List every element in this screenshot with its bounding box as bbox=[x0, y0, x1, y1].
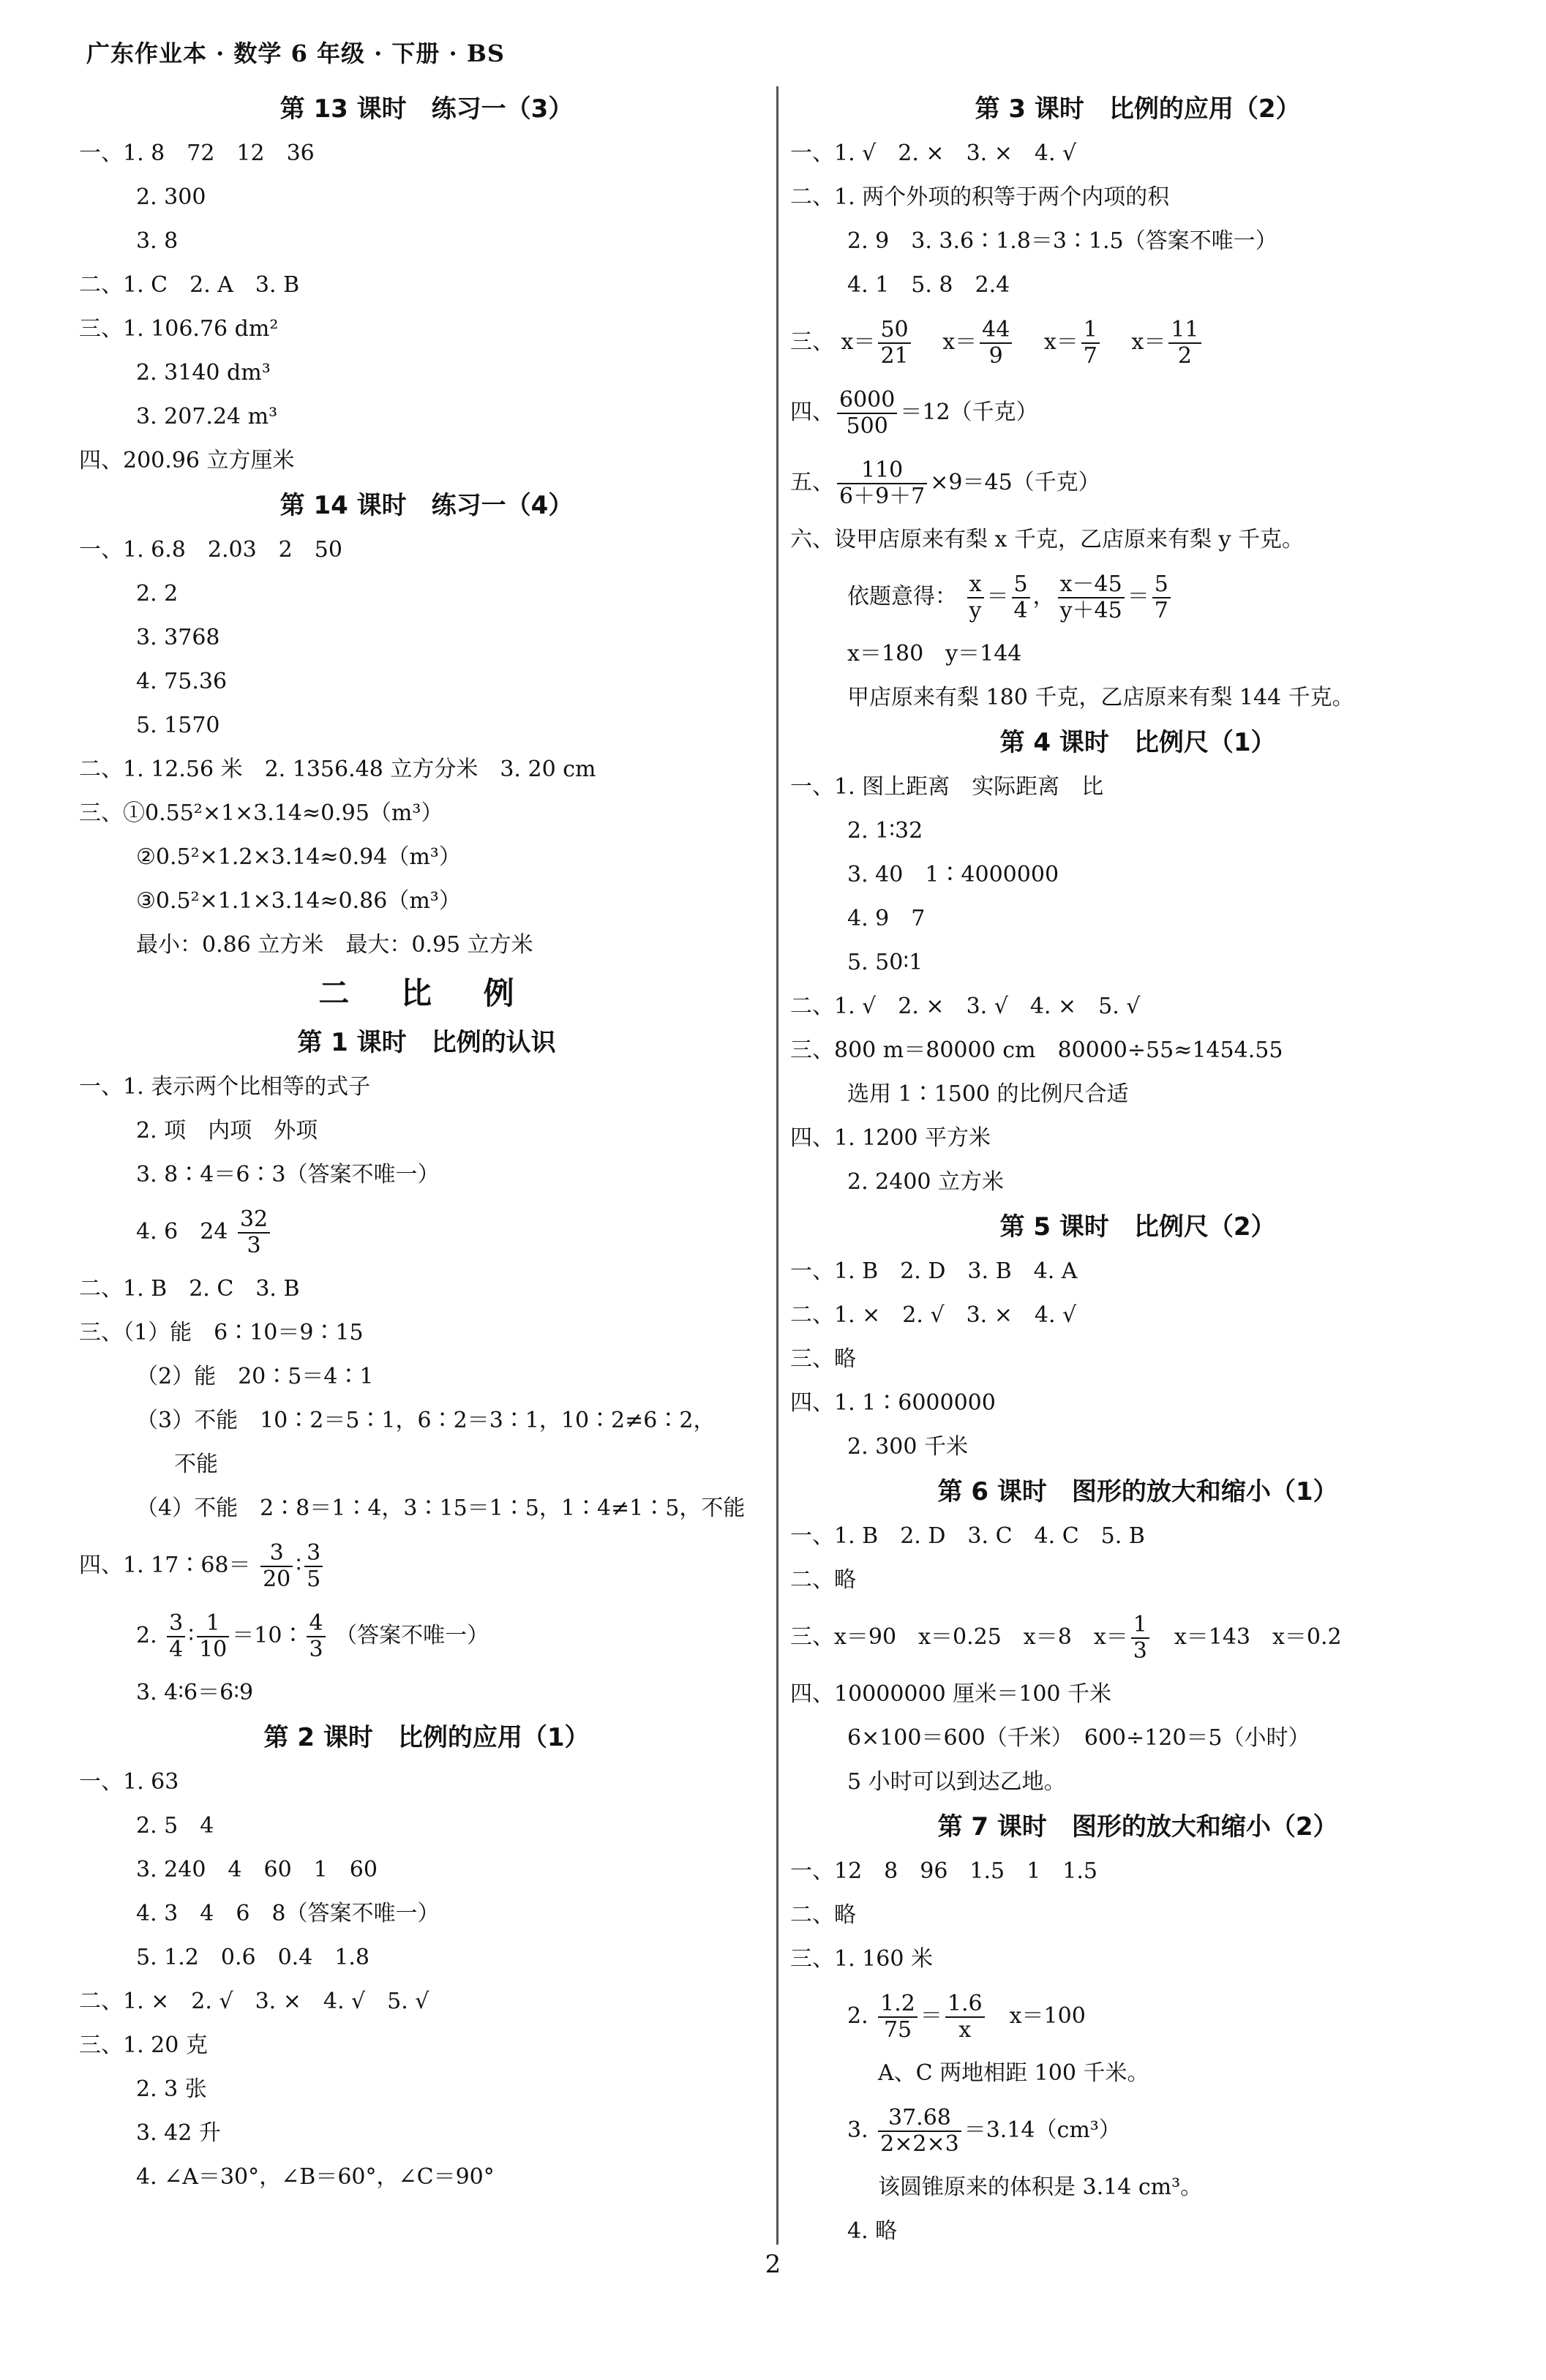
fraction bbox=[837, 388, 897, 439]
answer-text: 3. bbox=[847, 2117, 868, 2143]
fraction bbox=[1131, 1613, 1149, 1664]
answer-line bbox=[790, 1981, 1485, 2051]
unit-title: 二 比 例 bbox=[318, 975, 535, 1011]
answer-line: 三、略 bbox=[790, 1346, 856, 1372]
denominator: 75 bbox=[883, 2017, 912, 2043]
fraction bbox=[1058, 572, 1125, 623]
answer-text: 2. bbox=[847, 2003, 868, 2029]
answer-line: 依题意得： $\frac{x}{y}$ ＝ $\frac{5}{4}$ ， $\frac{x-45}{y+45}$ ＝ $\frac{5}{7}$ bbox=[790, 562, 1485, 632]
denominator: 6＋9＋7 bbox=[839, 484, 926, 509]
equals-sign: ＝ bbox=[986, 584, 1009, 609]
answer-line: 4. ∠A＝30°，∠B＝60°，∠C＝90° bbox=[136, 2164, 495, 2190]
answer-line: 二、1. 12.56 米 2. 1356.48 立方分米 3. 20 cm bbox=[79, 757, 596, 782]
answer-line: 三、1. 20 克 bbox=[79, 2032, 208, 2058]
section-title: 第 13 课时 练习一（3） bbox=[279, 94, 574, 124]
answer-line: 四、10000000 厘米＝100 千米 bbox=[790, 1681, 1112, 1707]
numerator: 44 bbox=[980, 318, 1012, 344]
denominator: 4 bbox=[169, 1637, 184, 1662]
denominator: 9 bbox=[988, 343, 1003, 369]
x-label: x＝ bbox=[1131, 329, 1166, 355]
answer-line: 4. 3 4 6 8（答案不唯一） bbox=[136, 1901, 440, 1926]
answer-line: 六、设甲店原来有梨 x 千克，乙店原来有梨 y 千克。 bbox=[790, 527, 1305, 552]
answer-line: 甲店原来有梨 180 千克，乙店原来有梨 144 千克。 bbox=[847, 685, 1354, 710]
fraction bbox=[1152, 572, 1171, 623]
answer-line: 4. 1 5. 8 2.4 bbox=[847, 272, 1010, 298]
answer-line: 3. 4∶6＝6∶9 bbox=[136, 1680, 254, 1705]
answer-line: 二、1. × 2. √ 3. × 4. √ bbox=[790, 1302, 1077, 1328]
fraction bbox=[167, 1611, 185, 1662]
answer-line bbox=[790, 2095, 1485, 2166]
answer-line: 3. 8∶4＝6∶3（答案不唯一） bbox=[136, 1162, 440, 1187]
fraction bbox=[1081, 318, 1100, 369]
page-header: 广东作业本 · 数学 6 年级 · 下册 · BS bbox=[86, 40, 505, 67]
answer-line: A、C 两地相距 100 千米。 bbox=[878, 2060, 1149, 2086]
answer-line: 选用 1∶1500 的比例尺合适 bbox=[847, 1081, 1129, 1107]
answer-line: 四、200.96 立方厘米 bbox=[79, 448, 295, 473]
numerator: 3 bbox=[167, 1611, 185, 1637]
answer-line: 一、12 8 96 1.5 1 1.5 bbox=[790, 1858, 1097, 1884]
numerator: 5 bbox=[1012, 572, 1030, 598]
numerator: 1 bbox=[197, 1611, 229, 1637]
fraction bbox=[878, 318, 910, 369]
numerator: 1 bbox=[1131, 1613, 1149, 1639]
answer-line: 二、略 bbox=[790, 1902, 856, 1928]
section-title: 第 4 课时 比例尺（1） bbox=[999, 728, 1276, 757]
equals-sign: ＝ bbox=[920, 2003, 942, 2029]
answer-line: 4. 9 7 bbox=[847, 906, 926, 931]
denominator: x bbox=[958, 2017, 972, 2043]
numerator: 37.68 bbox=[878, 2106, 961, 2132]
denominator: 2 bbox=[1177, 343, 1192, 369]
answer-line: 5. 1570 bbox=[136, 713, 220, 738]
fraction bbox=[304, 1541, 323, 1592]
denominator: 3 bbox=[247, 1233, 261, 1258]
answer-text: 四、1. 17∶68＝ bbox=[79, 1553, 251, 1578]
answer-line: 2. 300 bbox=[136, 184, 206, 210]
answer-line: 一、1. 8 72 12 36 bbox=[79, 140, 315, 166]
answer-line: 3. 240 4 60 1 60 bbox=[136, 1857, 378, 1882]
numerator: 50 bbox=[878, 318, 910, 344]
answer-line: 2. 项 内项 外项 bbox=[136, 1118, 318, 1144]
answer-line: 2. 5 4 bbox=[136, 1813, 214, 1839]
answer-line: 3. 40 1∶4000000 bbox=[847, 862, 1059, 887]
answer-line: 2. $\frac{3}{4}$ ∶ $\frac{1}{10}$ ＝10∶ $\frac{4}{3}$ （答案不唯一） bbox=[136, 1610, 489, 1662]
numerator: x－45 bbox=[1058, 572, 1125, 598]
numerator: 11 bbox=[1168, 318, 1201, 344]
denominator: 21 bbox=[880, 343, 909, 369]
answer-line: （3）不能 10∶2＝5∶1，6∶2＝3∶1，10∶2≠6∶2， bbox=[136, 1408, 716, 1433]
answer-line bbox=[790, 378, 1485, 448]
answer-line: 6×100＝600（千米） 600÷120＝5（小时） bbox=[847, 1725, 1310, 1751]
answer-line: 二、1. × 2. √ 3. × 4. √ 5. √ bbox=[79, 1989, 429, 2014]
numerator: 110 bbox=[837, 458, 927, 484]
answer-line: 一、1. 图上距离 实际距离 比 bbox=[790, 774, 1104, 800]
numerator: 4 bbox=[307, 1611, 325, 1637]
section-title: 第 1 课时 比例的认识 bbox=[297, 1028, 556, 1057]
section-title: 第 7 课时 图形的放大和缩小（2） bbox=[937, 1812, 1338, 1842]
answer-line: 一、1. B 2. D 3. B 4. A bbox=[790, 1258, 1078, 1284]
fraction bbox=[967, 572, 984, 623]
answer-line: （4）不能 2∶8＝1∶4，3∶15＝1∶5，1∶4≠1∶5，不能 bbox=[136, 1495, 746, 1521]
answer-text: ×9＝45（千克） bbox=[930, 470, 1100, 495]
answer-line: 四、1. 1∶6000000 bbox=[790, 1390, 996, 1416]
x-label: x＝ bbox=[841, 329, 876, 355]
fraction bbox=[837, 458, 927, 509]
answer-line: 一、1. 6.8 2.03 2 50 bbox=[79, 537, 342, 563]
answer-line: 2. 1∶32 bbox=[847, 818, 923, 844]
denominator: 20 bbox=[263, 1566, 291, 1592]
answer-line bbox=[790, 448, 1485, 518]
denominator: 500 bbox=[846, 413, 888, 439]
answer-line: ③0.5²×1.1×3.14≈0.86（m³） bbox=[136, 888, 461, 914]
answer-line: 3. 3768 bbox=[136, 625, 220, 650]
answer-line: 2. 300 千米 bbox=[847, 1434, 968, 1460]
answer-line: 一、1. B 2. D 3. C 4. C 5. B bbox=[790, 1523, 1145, 1549]
denominator: y bbox=[969, 598, 982, 623]
answer-line: 三、800 m＝80000 cm 80000÷55≈1454.55 bbox=[790, 1037, 1283, 1063]
answer-line: 四、1. 17∶68＝ $\frac{3}{20}$ ∶ $\frac{3}{5}$ bbox=[79, 1531, 774, 1601]
fraction bbox=[307, 1611, 325, 1662]
section-title: 第 14 课时 练习一（4） bbox=[279, 491, 574, 520]
equals-sign: ＝ bbox=[1127, 584, 1149, 609]
denominator: 5 bbox=[307, 1566, 321, 1592]
answer-text: 2. bbox=[136, 1623, 157, 1648]
answer-line: 3. 42 升 bbox=[136, 2120, 221, 2146]
answer-line: 3. 207.24 m³ bbox=[136, 404, 278, 429]
answer-text: ＝3.14（cm³） bbox=[964, 2117, 1121, 2143]
numerator: 1.2 bbox=[878, 1992, 918, 2018]
answer-line: 一、1. 63 bbox=[79, 1769, 179, 1795]
answer-line: 二、1. C 2. A 3. B bbox=[79, 272, 300, 298]
fraction bbox=[238, 1207, 270, 1258]
answer-line: x＝180 y＝144 bbox=[847, 641, 1022, 667]
fraction bbox=[197, 1611, 229, 1662]
answer-line: 最小：0.86 立方米 最大：0.95 立方米 bbox=[136, 932, 533, 958]
answer-text: 四、 bbox=[790, 399, 834, 425]
answer-line: 一、1. √ 2. × 3. × 4. √ bbox=[790, 140, 1077, 166]
fraction bbox=[945, 1992, 985, 2043]
numerator: 1.6 bbox=[945, 1992, 985, 2018]
answer-line: ②0.5²×1.2×3.14≈0.94（m³） bbox=[136, 844, 461, 870]
numerator: 6000 bbox=[837, 388, 897, 414]
answer-line: 2. 9 3. 3.6∶1.8＝3∶1.5（答案不唯一） bbox=[847, 228, 1277, 254]
answer-line: 5 小时可以到达乙地。 bbox=[847, 1769, 1066, 1795]
fraction bbox=[878, 2106, 961, 2157]
section-title: 第 5 课时 比例尺（2） bbox=[999, 1212, 1276, 1242]
answer-text: x＝100 bbox=[1009, 2003, 1086, 2029]
answer-text: x＝143 x＝0.2 bbox=[1174, 1624, 1342, 1650]
answer-line: 三、1. 160 米 bbox=[790, 1946, 933, 1972]
answer-text: ＝12（千克） bbox=[900, 399, 1038, 425]
right-column bbox=[790, 86, 1485, 2253]
answer-line: 三、（1）能 6∶10＝9∶15 bbox=[79, 1320, 364, 1345]
numerator: 1 bbox=[1081, 318, 1100, 344]
denominator: y＋45 bbox=[1059, 598, 1122, 623]
denominator: 3 bbox=[1133, 1638, 1147, 1664]
answer-text: 三、 bbox=[790, 329, 834, 355]
answer-line: 不能 bbox=[174, 1452, 218, 1477]
answer-line: 二、1. 两个外项的积等于两个内项的积 bbox=[790, 184, 1170, 210]
answer-text: 五、 bbox=[790, 470, 834, 495]
numerator: 3 bbox=[304, 1541, 323, 1567]
answer-line bbox=[790, 307, 1485, 378]
answer-line: 一、1. 表示两个比相等的式子 bbox=[79, 1074, 371, 1100]
answer-line: 4. 75.36 bbox=[136, 669, 228, 694]
answer-line: 三、1. 106.76 dm² bbox=[79, 316, 279, 342]
numerator: 32 bbox=[238, 1207, 270, 1234]
x-label: x＝ bbox=[942, 329, 977, 355]
denominator: 3 bbox=[309, 1637, 323, 1662]
answer-text: 4. 6 24 bbox=[136, 1219, 228, 1245]
fraction bbox=[878, 1992, 918, 2043]
answer-line: 3. 8 bbox=[136, 228, 179, 254]
answer-note: （答案不唯一） bbox=[335, 1623, 489, 1648]
answer-line: 四、1. 1200 平方米 bbox=[790, 1125, 991, 1151]
fraction bbox=[260, 1541, 293, 1592]
answer-line: 2. 3 张 bbox=[136, 2076, 207, 2102]
numerator: 5 bbox=[1152, 572, 1171, 598]
answer-line: 5. 50∶1 bbox=[847, 950, 923, 975]
page-number: 2 bbox=[765, 2250, 781, 2279]
answer-line bbox=[790, 1602, 1485, 1673]
fraction bbox=[1168, 318, 1201, 369]
section-title: 第 2 课时 比例的应用（1） bbox=[263, 1723, 590, 1752]
answer-line: （2）能 20∶5＝4∶1 bbox=[136, 1364, 374, 1389]
equals-text: ＝10∶ bbox=[232, 1623, 304, 1648]
answer-line: 该圆锥原来的体积是 3.14 cm³。 bbox=[878, 2174, 1203, 2200]
denominator: 7 bbox=[1083, 343, 1097, 369]
answer-line bbox=[79, 1197, 774, 1267]
x-label: x＝ bbox=[1043, 329, 1078, 355]
answer-line: 二、略 bbox=[790, 1567, 856, 1593]
answer-text: 三、x＝90 x＝0.25 x＝8 x＝ bbox=[790, 1624, 1128, 1650]
answer-line: 5. 1.2 0.6 0.4 1.8 bbox=[136, 1945, 369, 1970]
answer-line: 二、1. B 2. C 3. B bbox=[79, 1276, 300, 1302]
answer-line: 二、1. √ 2. × 3. √ 4. × 5. √ bbox=[790, 994, 1141, 1019]
numerator: x bbox=[967, 572, 984, 598]
fraction bbox=[980, 318, 1012, 369]
answer-text: 依题意得： bbox=[847, 584, 957, 609]
answer-line: 4. 略 bbox=[847, 2218, 898, 2244]
left-column bbox=[79, 86, 774, 2199]
answer-line: 2. 2400 立方米 bbox=[847, 1169, 1005, 1195]
numerator: 3 bbox=[260, 1541, 293, 1567]
answer-line: 三、①0.55²×1×3.14≈0.95（m³） bbox=[79, 800, 443, 826]
section-title: 第 6 课时 图形的放大和缩小（1） bbox=[937, 1477, 1338, 1506]
section-title: 第 3 课时 比例的应用（2） bbox=[975, 94, 1301, 124]
fraction bbox=[1012, 572, 1030, 623]
answer-line: 2. 2 bbox=[136, 581, 179, 607]
denominator: 2×2×3 bbox=[880, 2131, 959, 2157]
answer-line: 2. 3140 dm³ bbox=[136, 360, 271, 386]
column-divider bbox=[776, 86, 778, 2245]
denominator: 4 bbox=[1013, 598, 1028, 623]
denominator: 7 bbox=[1154, 598, 1168, 623]
denominator: 10 bbox=[199, 1637, 228, 1662]
